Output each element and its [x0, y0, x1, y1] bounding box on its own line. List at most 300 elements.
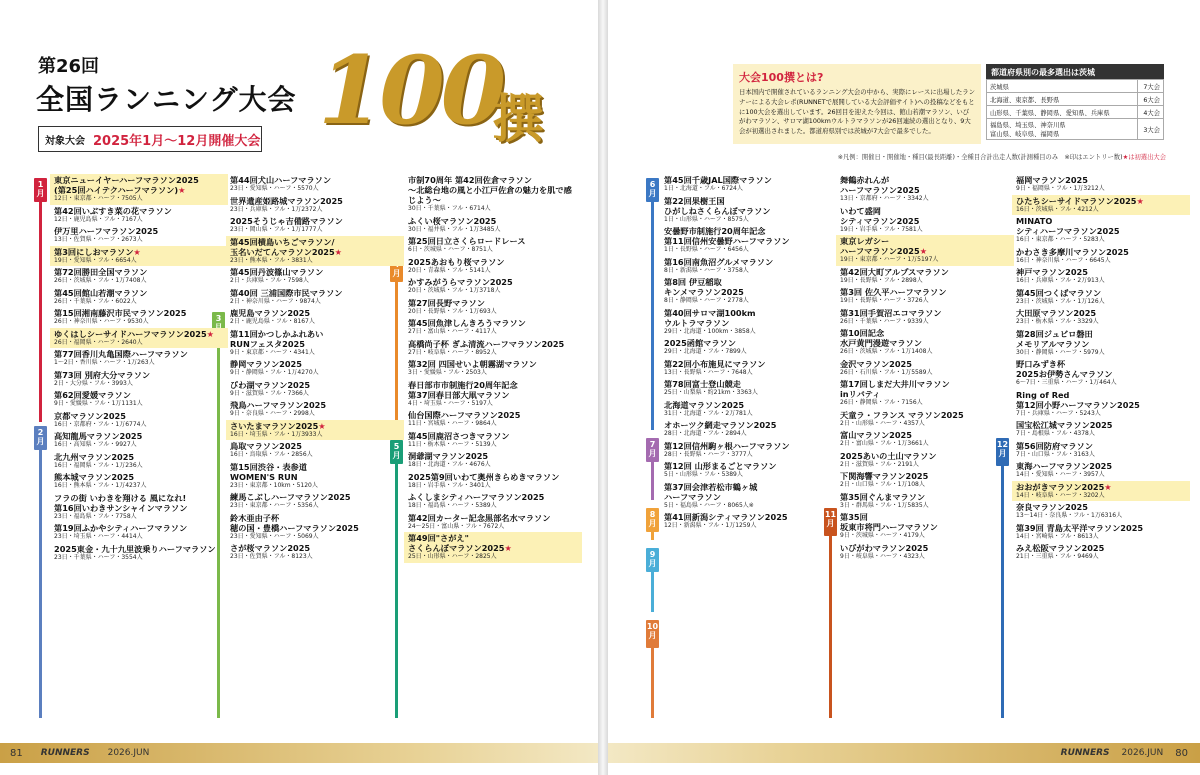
month-tab-1: 1月: [34, 178, 47, 202]
race-detail: 2日・鹿児島県・フル・8167人: [230, 318, 315, 325]
race-name-text: 舞鶴赤れんが ハーフマラソン2025: [840, 175, 920, 195]
race-detail: 26日・茨城県・フル・1万7408人: [54, 277, 147, 284]
race-name: [840, 175, 1011, 195]
race-entry: [50, 522, 228, 543]
race-name: [54, 247, 225, 257]
race-name: [1016, 523, 1187, 533]
race-name: [664, 379, 835, 389]
race-detail: 26日・茨城県・フル・1万1408人: [840, 348, 933, 355]
race-name-text: さいたまマラソン2025: [230, 420, 319, 431]
race-name-text: 北九州マラソン2025: [54, 451, 135, 462]
race-name-text: 第49回"さがえ" さくらんぼマラソン2025: [408, 533, 505, 553]
race-entry: [660, 307, 838, 338]
race-name-text: 第45回丹波篠山マラソン: [230, 267, 324, 277]
race-name-text: 第8回 伊豆稲取 キンメマラソン2025: [664, 277, 744, 297]
race-entry: [226, 379, 404, 400]
race-name-text: 富山マラソン2025: [840, 430, 912, 440]
race-name-text: 伊万里ハーフマラソン2025: [54, 226, 159, 236]
month-tab-2: 2月: [34, 426, 47, 450]
race-detail: 2日・兵庫県・フル・7598人: [230, 277, 309, 284]
race-name: [664, 277, 835, 297]
race-detail: 12日・鹿児島県・フル・7167人: [54, 215, 143, 223]
race-entry: [226, 358, 404, 379]
race-detail: 2日・富山県・フル・1万3661人: [840, 440, 929, 447]
race-name: [840, 359, 1011, 369]
footer-right: [608, 743, 1200, 763]
race-detail: 1～2日・香川県・ハーフ・1万263人: [54, 359, 155, 366]
race-name-text: 第45回魚津しんきろうマラソン: [408, 318, 526, 328]
race-entry: [50, 348, 228, 369]
race-name-text: 神戸マラソン2025: [1016, 267, 1088, 277]
race-detail: 19日・愛知県・フル・6654人: [54, 256, 137, 264]
race-column-5: [836, 174, 1014, 562]
race-name-text: 高橋尚子杯 ぎふ清流ハーフマラソン2025: [408, 338, 565, 349]
race-name-text: 熊本城マラソン2025: [54, 472, 135, 482]
race-detail: 6～7日・三重県・ハーフ・1万464人: [1016, 379, 1117, 386]
race-detail: 29日・北海道・100km・3858人: [664, 327, 756, 335]
race-name: [230, 216, 401, 226]
race-detail: 31日・北海道・フル・2万781人: [664, 409, 753, 417]
race-detail: 2日・大分県・フル・3993人: [54, 379, 133, 387]
race-name-text: 第41回新潟シティマラソン2025: [664, 512, 788, 522]
race-detail: 26日・石川県・フル・1万5589人: [840, 368, 933, 376]
race-name-text: MINATO シティハーフマラソン2025: [1016, 216, 1120, 236]
race-name: [840, 267, 1011, 277]
race-detail: 28日・北海道・フル・2894人: [664, 430, 747, 437]
race-name: [1016, 390, 1187, 410]
race-name-text: 静岡マラソン2025: [230, 359, 302, 369]
race-entry: [1012, 460, 1190, 481]
race-name-text: 市制70周年 第42回佐倉マラソン ～北総台地の風と小江戸佐倉の魅力を肌で感じよう～: [408, 175, 572, 205]
race-name: [840, 410, 1011, 420]
race-name: [664, 308, 835, 328]
race-detail: 4日・埼玉県・ハーフ・5197人: [408, 399, 493, 407]
race-name-text: 第27回長野マラソン: [408, 297, 485, 308]
race-column-4: [660, 174, 838, 532]
race-entry: [226, 307, 404, 328]
race-name-text: 第15回湘南藤沢市民マラソン2025: [54, 308, 187, 318]
race-detail: 16日・茨城県・フル・4212人: [1016, 205, 1099, 213]
race-detail: 1日・山形県・ハーフ・8575人: [664, 215, 749, 223]
race-name-text: 2025あいの土山マラソン: [840, 450, 937, 461]
race-name: [408, 451, 579, 461]
race-name: [408, 318, 579, 328]
race-name: [230, 543, 401, 553]
race-column-2: [226, 174, 404, 563]
race-detail: 3日・群馬県・フル・1万5835人: [840, 501, 929, 509]
race-entry: [226, 287, 404, 308]
race-name-text: 第45回横島いちごマラソン/ 玉名いだてんマラソン2025: [230, 236, 335, 257]
race-detail: 2日・山形県・ハーフ・4357人: [840, 419, 925, 427]
race-entry: [226, 174, 404, 195]
race-name: [54, 544, 225, 554]
race-name: [54, 431, 225, 441]
race-name-text: 東京ニューイヤーハーフマラソン2025 (第25回ハイテクハーフマラソン): [54, 175, 199, 195]
race-detail: 20日・長野県・フル・1万693人: [408, 307, 497, 315]
race-entry: [226, 491, 404, 512]
race-detail: 27日・岐阜県・ハーフ・8952人: [408, 348, 497, 356]
race-detail: 16日・高知県・フル・9927人: [54, 441, 137, 448]
legend-star-text: ★は初選出大会: [1122, 154, 1166, 161]
race-name-text: 安曇野市制施行20周年記念 第11回信州安曇野ハーフマラソン: [664, 226, 790, 246]
race-detail: 16日・熊本県・フル・1万4237人: [54, 482, 147, 489]
race-entry: [50, 174, 228, 205]
race-detail: 23日・東京都・ハーフ・5356人: [230, 502, 319, 509]
race-entry: [1012, 389, 1190, 420]
race-name: [54, 452, 225, 462]
month-line: [829, 508, 832, 718]
race-name: [1016, 420, 1187, 430]
race-entry: [660, 419, 838, 440]
target-label: 対象大会: [45, 135, 85, 147]
about-heading: 大会100撰とは?: [739, 71, 824, 84]
race-entry: [836, 307, 1014, 328]
race-detail: 14日・宮崎県・フル・8613人: [1016, 532, 1099, 540]
race-name: [408, 257, 579, 267]
race-entry: [50, 492, 228, 523]
race-entry: [404, 297, 582, 318]
race-detail: 16日・鳥取県・フル・2856人: [230, 451, 313, 458]
race-name: [1016, 329, 1187, 349]
race-detail: 9日・奈良県・ハーフ・2998人: [230, 410, 315, 417]
race-name-text: 第44回犬山ハーフマラソン: [230, 175, 332, 185]
magazine-name-left: RUNNERS: [40, 748, 90, 758]
first-selection-star-icon: ★: [1136, 195, 1144, 206]
race-name: [54, 411, 225, 421]
legend: [766, 152, 1166, 161]
race-entry: [404, 491, 582, 512]
month-tab-7: 7月: [646, 438, 659, 462]
race-name: [230, 308, 401, 318]
race-name-text: 第19回ふかやシティハーフマラソン: [54, 523, 188, 533]
race-name: [408, 533, 579, 553]
race-detail: 23日・栃木県・フル・3329人: [1016, 318, 1099, 325]
race-detail: 28日・長野県・ハーフ・3777人: [664, 450, 753, 458]
race-name-text: 国宝松江城マラソン2025: [1016, 420, 1113, 430]
big-number-100: 100: [318, 36, 503, 146]
prefecture-table: [986, 64, 1164, 140]
race-name: [408, 216, 579, 226]
race-name: [840, 328, 1011, 348]
race-name: [1016, 247, 1187, 257]
race-name: [54, 390, 225, 400]
race-name: [408, 513, 579, 523]
race-name-text: 第22回果樹王国 ひがしねさくらんぼマラソン: [664, 195, 771, 216]
race-detail: 26日・静岡県・フル・7156人: [840, 399, 923, 406]
race-entry: [836, 286, 1014, 307]
pref-count: 3大会: [1138, 119, 1164, 140]
race-name-text: 第12回 山形まるごとマラソン: [664, 461, 777, 471]
race-name-text: 世界遺産姫路城マラソン2025: [230, 195, 343, 206]
race-name: [664, 226, 835, 246]
race-name-text: フラの街 いわきを翔ける 風になれ! 第16回いわきサンシャインマラソン: [54, 492, 188, 513]
pref-count: 6大会: [1138, 93, 1164, 106]
page-title: 全国ランニング大会: [36, 83, 297, 116]
race-name: [408, 236, 579, 246]
race-entry: [836, 235, 1014, 266]
race-name: [664, 482, 835, 502]
legend-text: ※凡例：開催日・開催地・種目(最長距離)・全種目合計出走人数(計測種目のみ ※印はエントリー数): [837, 154, 1123, 161]
pref-names: 福島県、埼玉県、神奈川県 富山県、岐阜県、福岡県: [987, 119, 1138, 140]
race-entry: [660, 511, 838, 532]
race-name-text: 東海ハーフマラソン2025: [1016, 461, 1113, 471]
month-line: [651, 178, 654, 430]
race-name-text: ふくい桜マラソン2025: [408, 215, 497, 226]
race-name: [230, 288, 401, 298]
race-name: [54, 226, 225, 236]
race-entry: [404, 235, 582, 256]
race-detail: 16日・神奈川県・ハーフ・6645人: [1016, 256, 1111, 264]
race-name: [230, 492, 401, 502]
race-entry: [50, 266, 228, 287]
race-entry: [226, 399, 404, 420]
month-line: [39, 178, 42, 422]
race-detail: 30日・静岡県・ハーフ・5979人: [1016, 348, 1105, 356]
race-name: [1016, 482, 1187, 492]
race-name-text: 下関海響マラソン2025: [840, 471, 929, 481]
race-name-text: みえ松阪マラソン2025: [1016, 543, 1105, 553]
race-entry: [404, 409, 582, 430]
target-text: 2025年1月～12月開催大会: [93, 133, 261, 149]
race-entry: [836, 511, 1014, 542]
race-entry: [836, 174, 1014, 205]
pref-count: 7大会: [1138, 80, 1164, 93]
race-name-text: 鹿児島マラソン2025: [230, 308, 311, 318]
race-column-3: [404, 174, 582, 563]
race-name: [408, 277, 579, 287]
race-name: [230, 267, 401, 277]
race-name-text: 第15回渋谷・表参道 WOMEN'S RUN: [230, 461, 307, 482]
race-entry: [50, 543, 228, 564]
first-selection-star-icon: ★: [318, 420, 326, 431]
race-name: [664, 257, 835, 267]
race-entry: [226, 215, 404, 236]
race-name-text: 第45回館山若潮マラソン: [54, 287, 148, 298]
race-detail: 26日・神奈川県・ハーフ・9530人: [54, 318, 149, 325]
race-entry: [404, 532, 582, 563]
race-entry: [404, 512, 582, 533]
race-detail: 12日・新潟県・フル・1万1259人: [664, 522, 757, 529]
race-name: [1016, 359, 1187, 379]
race-name-text: 第17回しまだ大井川マラソン inリバティ: [840, 379, 950, 399]
race-entry: [226, 266, 404, 287]
race-entry: [404, 379, 582, 410]
target-box: [38, 126, 262, 152]
race-entry: [226, 512, 404, 543]
race-name-text: 第31回手賀沼エコマラソン: [840, 307, 942, 318]
race-name: [54, 175, 225, 195]
pref-names: 山形県、千葉県、静岡県、愛知県、兵庫県: [987, 106, 1138, 119]
race-name: [664, 420, 835, 430]
race-entry: [1012, 419, 1190, 440]
race-name-text: いびがわマラソン2025: [840, 542, 929, 553]
race-name: [230, 380, 401, 390]
race-detail: 12日・東京都・ハーフ・7505人: [54, 195, 143, 202]
page-gutter: [598, 0, 608, 775]
race-name-text: 第45回千歳JAL国際マラソン: [664, 175, 772, 185]
race-detail: 23日・愛知県・ハーフ・5069人: [230, 532, 319, 540]
race-name: [840, 236, 1011, 256]
race-detail: 16日・福岡県・フル・1万236人: [54, 461, 143, 469]
race-detail: 7日・兵庫県・ハーフ・5243人: [1016, 409, 1101, 417]
race-name-text: 第39回 青島太平洋マラソン2025: [1016, 522, 1144, 533]
race-detail: 16日・埼玉県・フル・1万3933人: [230, 430, 323, 438]
race-entry: [404, 450, 582, 471]
race-entry: [660, 378, 838, 399]
race-name: [840, 308, 1011, 318]
race-entry: [50, 205, 228, 226]
race-entry: [1012, 174, 1190, 195]
about-box: [733, 64, 981, 144]
race-name-text: 京都マラソン2025: [54, 410, 126, 421]
race-name-text: 飛鳥ハーフマラソン2025: [230, 400, 327, 410]
race-detail: 3日・愛媛県・フル・2503人: [408, 369, 487, 376]
race-detail: 25日・山形県・ハーフ・2825人: [408, 553, 497, 560]
race-name-text: 第28回ジュビロ磐田 メモリアルマラソン: [1016, 328, 1093, 349]
magazine-name-right: RUNNERS: [1060, 748, 1110, 758]
race-name: [1016, 196, 1187, 206]
race-name: [840, 287, 1011, 297]
race-name: [840, 512, 1011, 532]
issue-right: 2026.JUN: [1121, 748, 1164, 758]
race-name-text: 2025あおもり桜マラソン: [408, 256, 505, 267]
race-entry: [660, 195, 838, 226]
race-name: [54, 472, 225, 482]
page-number-left: 81: [10, 747, 23, 759]
issue-left: 2026.JUN: [107, 748, 150, 758]
race-name: [230, 196, 401, 206]
race-entry: [836, 429, 1014, 450]
race-entry: [1012, 481, 1190, 502]
race-name: [54, 349, 225, 359]
race-detail: 25日・山梨県・約21km・3363人: [664, 389, 758, 396]
race-name: [408, 359, 579, 369]
race-entry: [660, 174, 838, 195]
race-name-text: 第72回勝田全国マラソン: [54, 267, 148, 277]
month-tab-12: 12月: [996, 438, 1009, 466]
race-detail: 16日・兵庫県・フル・2万913人: [1016, 277, 1105, 284]
race-entry: [50, 389, 228, 410]
race-name-text: 第42回大町アルプスマラソン: [840, 266, 949, 277]
race-detail: 26日・千葉県・フル・6022人: [54, 297, 137, 305]
race-detail: 23日・埼玉県・ハーフ・4414人: [54, 533, 143, 540]
race-detail: 7日・島根県・フル・4378人: [1016, 430, 1095, 437]
first-selection-star-icon: ★: [504, 543, 512, 553]
race-name: [664, 175, 835, 185]
race-name-text: 第45回鹿沼さつきマラソン: [408, 430, 510, 441]
race-detail: 19日・岩手県・フル・7581人: [840, 225, 923, 233]
race-name-text: 第25回日立さくらロードレース: [408, 236, 526, 246]
race-detail: 9日・茨城県・ハーフ・4179人: [840, 532, 925, 539]
race-name-text: 第42回カーター記念黒部名水マラソン: [408, 512, 551, 523]
race-name-text: オホーツク網走マラソン2025: [664, 420, 777, 430]
race-detail: 18日・岩手県・フル・3401人: [408, 481, 491, 489]
race-entry: [404, 338, 582, 359]
race-name: [664, 441, 835, 451]
race-detail: 21日・三重県・フル・9469人: [1016, 553, 1099, 560]
race-name: [664, 461, 835, 471]
race-detail: 19日・長野県・ハーフ・3726人: [840, 297, 929, 304]
race-name-text: 第10回記念 水戸黄門漫遊マラソン: [840, 328, 922, 348]
race-entry: [226, 420, 404, 441]
race-detail: 9日・福岡県・フル・1万3212人: [1016, 185, 1105, 192]
race-entry: [1012, 246, 1190, 267]
race-entry: [50, 225, 228, 246]
race-entry: [404, 256, 582, 277]
race-entry: [1012, 195, 1190, 216]
race-name: [664, 400, 835, 410]
month-tab-9: 9月: [646, 548, 659, 572]
race-entry: [836, 358, 1014, 379]
race-name: [230, 237, 401, 257]
race-detail: 13～14日・奈良県・フル・1万6316人: [1016, 512, 1123, 519]
race-name-text: 第16回南魚沼グルメマラソン: [664, 256, 774, 267]
race-detail: 18日・福島県・ハーフ・5389人: [408, 502, 497, 509]
race-entry: [660, 256, 838, 277]
race-name-text: いわて盛岡 シティマラソン2025: [840, 205, 920, 226]
race-name-text: 第62回愛媛マラソン: [54, 390, 131, 400]
race-name-text: かわさき多摩川マラソン2025: [1016, 246, 1129, 257]
race-name: [408, 339, 579, 349]
race-detail: 16日・東京都・ハーフ・5283人: [1016, 236, 1105, 243]
race-name: [54, 493, 225, 513]
race-detail: 2日・神奈川県・ハーフ・9874人: [230, 297, 321, 305]
race-detail: 9日・静岡県・フル・1万4270人: [230, 369, 319, 376]
race-entry: [836, 542, 1014, 563]
race-detail: 20日・青森県・フル・5141人: [408, 266, 491, 274]
race-name: [230, 400, 401, 410]
race-name: [408, 492, 579, 502]
race-name-text: 奈良マラソン2025: [1016, 502, 1088, 512]
race-name-text: 第3回にしおマラソン: [54, 246, 134, 257]
race-name-text: 第11回かつしかふれあい RUNフェスタ2025: [230, 328, 324, 349]
footer-left: [0, 743, 598, 763]
race-name-text: 2025第9回いわて奥州きらめきマラソン: [408, 471, 560, 482]
first-selection-star-icon: ★: [133, 246, 141, 257]
race-entry: [226, 542, 404, 563]
race-detail: 14日・愛知県・ハーフ・3957人: [1016, 471, 1105, 478]
about-text: 日本国内で開催されているランニング大会の中から、実際にレースに出場したランナーによる大会レポ(RUNNETで展開している大会評価サイト)への投稿などをもとに100大会を選出しています。26回目を迎えた今回は、館山若潮マラソン、いびがわマラソン、サロマ湖100kmウルトラマラソンが26回連続の選出となり、9大会が初選出されました。都道府県別では茨城が7大会で最多でした。: [739, 88, 976, 136]
race-name: [840, 206, 1011, 226]
race-name: [1016, 175, 1187, 185]
race-detail: 23日・東京都・10km・5120人: [230, 481, 318, 489]
race-entry: [660, 225, 838, 256]
race-detail: 19日・長野県・フル・2898人: [840, 276, 923, 284]
race-detail: 8日・新潟県・ハーフ・3758人: [664, 266, 749, 274]
race-detail: 9日・滋賀県・フル・7366人: [230, 389, 309, 397]
race-name-text: 第22回小布施見にマラソン: [664, 358, 766, 369]
race-entry: [1012, 287, 1190, 308]
race-entry: [50, 369, 228, 390]
race-name: [1016, 543, 1187, 553]
race-detail: 14日・岐阜県・ハーフ・3202人: [1016, 491, 1105, 499]
race-name: [1016, 308, 1187, 318]
race-name: [54, 308, 225, 318]
race-name-text: 第56回防府マラソン: [1016, 440, 1093, 451]
race-detail: 9日・愛媛県・フル・1万1131人: [54, 400, 143, 407]
race-detail: 23日・佐賀県・フル・8123人: [230, 553, 313, 560]
race-entry: [404, 317, 582, 338]
race-detail: 9日・岐阜県・ハーフ・4323人: [840, 552, 925, 560]
race-name-text: ゆくはしシーサイドハーフマラソン2025: [54, 328, 207, 339]
race-entry: [50, 430, 228, 451]
race-entry: [226, 440, 404, 461]
race-detail: 11日・栃木県・ハーフ・5139人: [408, 440, 497, 448]
month-tab-8: 8月: [646, 508, 659, 532]
race-detail: 2日・滋賀県・フル・2191人: [840, 460, 919, 468]
race-detail: 5日・山形県・フル・5389人: [664, 471, 743, 478]
race-detail: 7日・山口県・フル・3163人: [1016, 450, 1095, 458]
